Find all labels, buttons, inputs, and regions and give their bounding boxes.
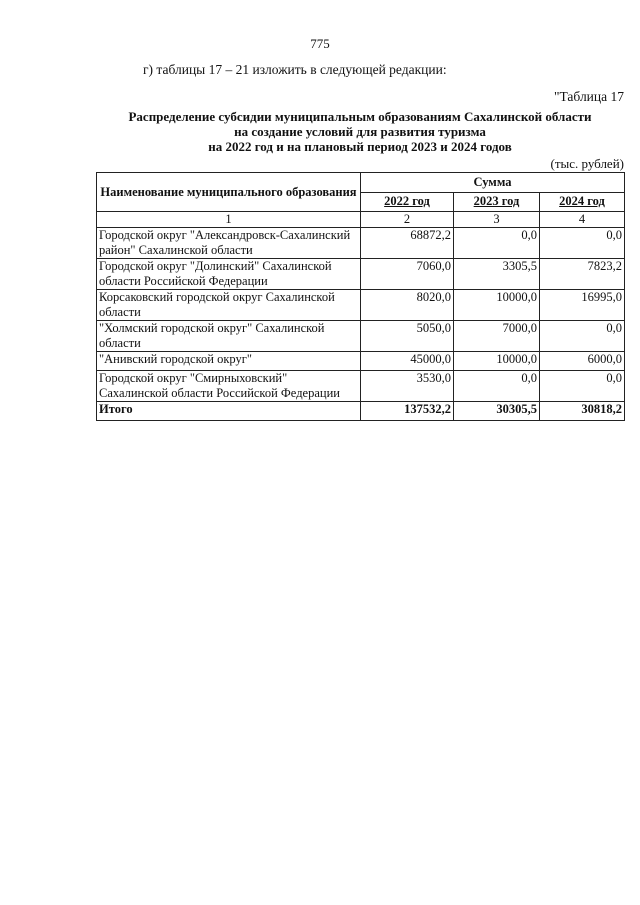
heading-line-2: на создание условий для развития туризма [234, 124, 486, 139]
table-reference: "Таблица 17 [554, 89, 624, 104]
total-value-2023: 30305,5 [454, 402, 540, 421]
column-header-sum: Сумма [361, 173, 625, 193]
row-value-2023: 0,0 [454, 228, 540, 259]
table-row [97, 290, 625, 321]
row-value-2023: 0,0 [454, 371, 540, 402]
column-header-name: Наименование муниципального образования [97, 173, 361, 212]
heading-line-1: Распределение субсидии муниципальным образованиям Сахалинской области [128, 109, 592, 124]
table-row [97, 228, 625, 259]
row-name: "Холмский городской округ" Сахалинской области [97, 321, 361, 352]
total-value-2022: 137532,2 [361, 402, 454, 421]
column-header-2022: 2022 год [361, 192, 454, 212]
row-name: Городской округ "Долинский" Сахалинской области Российской Федерации [97, 259, 361, 290]
row-value-2022: 45000,0 [361, 352, 454, 371]
column-number-row [97, 212, 625, 228]
row-value-2022: 68872,2 [361, 228, 454, 259]
row-value-2022: 5050,0 [361, 321, 454, 352]
row-name: Городской округ "Смирныховский" Сахалинской области Российской Федерации [97, 371, 361, 402]
row-value-2024: 0,0 [540, 321, 625, 352]
heading-line-3: на 2022 год и на плановый период 2023 и 2024 годов [208, 139, 512, 154]
units-label: (тыс. рублей) [550, 156, 624, 171]
column-number: 2 [361, 212, 454, 228]
row-value-2023: 10000,0 [454, 352, 540, 371]
row-value-2024: 16995,0 [540, 290, 625, 321]
total-value-2024: 30818,2 [540, 402, 625, 421]
column-header-2023: 2023 год [454, 192, 540, 212]
total-label: Итого [97, 402, 361, 421]
intro-text: г) таблицы 17 – 21 изложить в следующей редакции: [143, 62, 447, 77]
column-number: 1 [97, 212, 361, 228]
row-name: "Анивский городской округ" [97, 352, 361, 371]
row-name: Городской округ "Александровск-Сахалинский район" Сахалинской области [97, 228, 361, 259]
column-number: 4 [540, 212, 625, 228]
row-value-2022: 3530,0 [361, 371, 454, 402]
row-value-2022: 8020,0 [361, 290, 454, 321]
column-header-2024: 2024 год [540, 192, 625, 212]
page-number: 775 [310, 36, 330, 51]
row-value-2023: 10000,0 [454, 290, 540, 321]
row-value-2024: 0,0 [540, 371, 625, 402]
table-row [97, 259, 625, 290]
row-value-2024: 7823,2 [540, 259, 625, 290]
document-heading [96, 109, 624, 154]
subsidy-table [96, 172, 625, 421]
row-value-2023: 3305,5 [454, 259, 540, 290]
row-value-2024: 0,0 [540, 228, 625, 259]
table-row [97, 371, 625, 402]
column-number: 3 [454, 212, 540, 228]
row-value-2023: 7000,0 [454, 321, 540, 352]
table-row [97, 321, 625, 352]
row-name: Корсаковский городской округ Сахалинской области [97, 290, 361, 321]
table-row [97, 352, 625, 371]
row-value-2024: 6000,0 [540, 352, 625, 371]
row-value-2022: 7060,0 [361, 259, 454, 290]
total-row [97, 402, 625, 421]
